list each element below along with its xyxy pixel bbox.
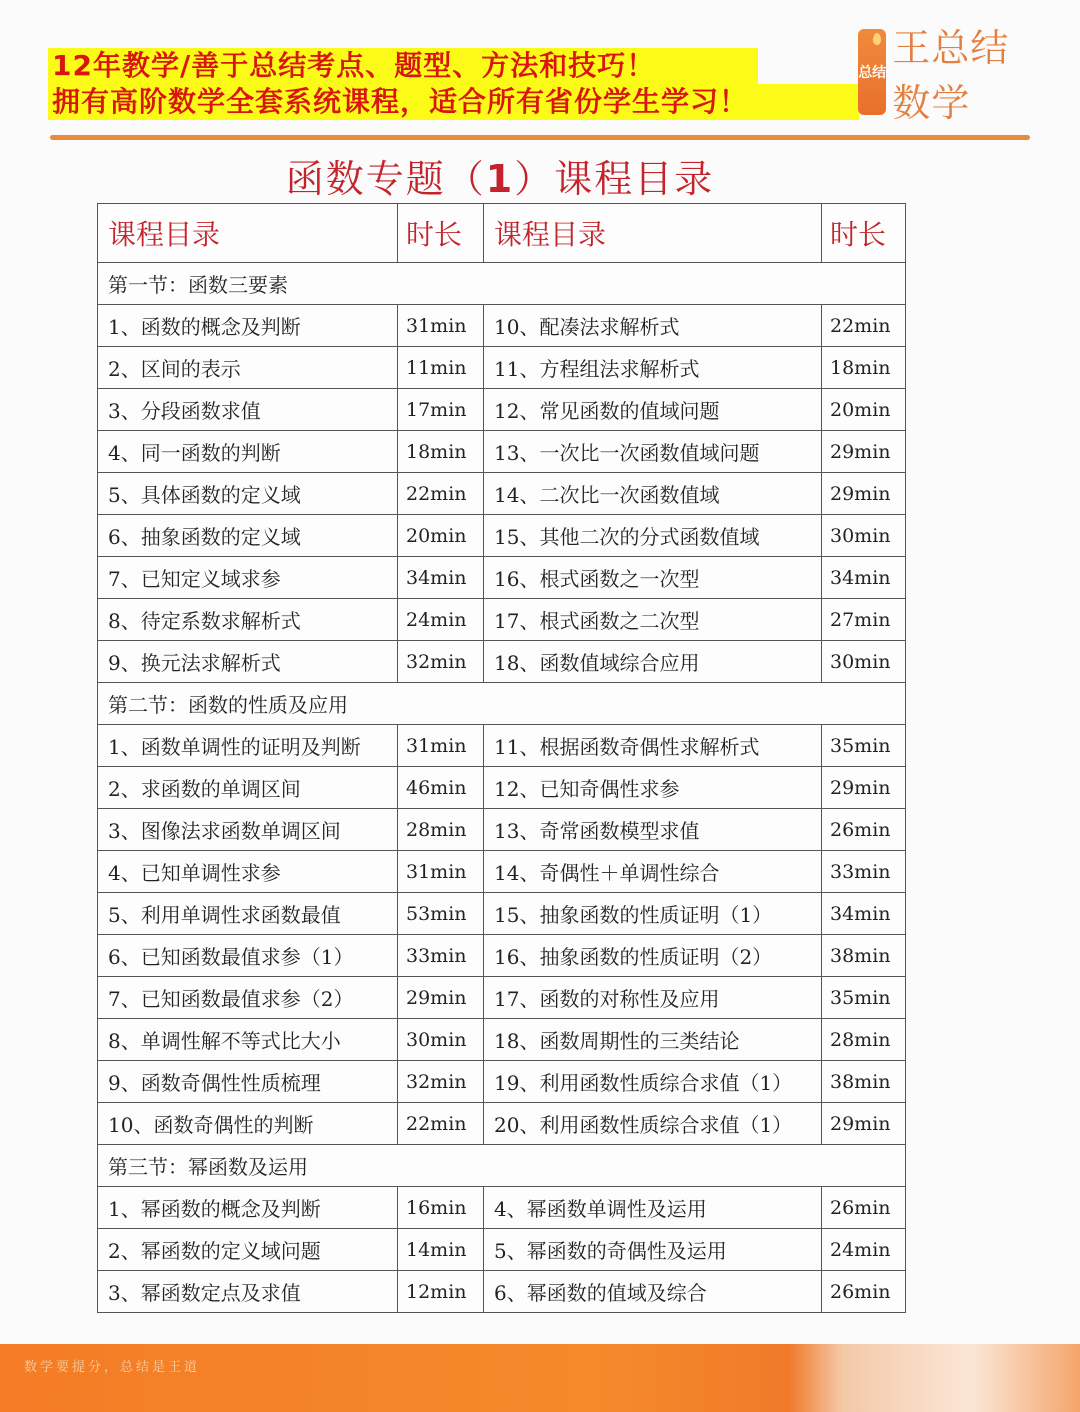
section-row — [98, 1145, 906, 1187]
footer-bar — [0, 1344, 1080, 1412]
logo-badge-text: 总结 — [858, 65, 887, 81]
lesson-title-right: 11、方程组法求解析式 — [484, 347, 822, 389]
lesson-duration-left: 29min — [398, 977, 484, 1019]
table-row — [98, 515, 906, 557]
lesson-title-right: 18、函数值域综合应用 — [484, 641, 822, 683]
lesson-duration-right: 30min — [822, 515, 906, 557]
lesson-title-left: 10、函数奇偶性的判断 — [98, 1103, 398, 1145]
lesson-title-right: 15、抽象函数的性质证明（1） — [484, 893, 822, 935]
lesson-title-right: 16、根式函数之一次型 — [484, 557, 822, 599]
table-row — [98, 305, 906, 347]
lesson-title-right: 15、其他二次的分式函数值域 — [484, 515, 822, 557]
banner-line-2: 拥有高阶数学全套系统课程，适合所有省份学生学习！ — [48, 84, 859, 120]
flame-icon — [873, 33, 881, 45]
lesson-title-left: 8、单调性解不等式比大小 — [98, 1019, 398, 1061]
lesson-duration-left: 11min — [398, 347, 484, 389]
table-row — [98, 557, 906, 599]
lesson-title-right: 4、幂函数单调性及运用 — [484, 1187, 822, 1229]
lesson-duration-left: 32min — [398, 641, 484, 683]
table-body — [98, 263, 906, 1313]
lesson-title-right: 16、抽象函数的性质证明（2） — [484, 935, 822, 977]
lesson-duration-right: 34min — [822, 557, 906, 599]
lesson-title-left: 4、已知单调性求参 — [98, 851, 398, 893]
lesson-duration-right: 35min — [822, 977, 906, 1019]
lesson-duration-left: 28min — [398, 809, 484, 851]
course-table — [97, 203, 906, 1313]
table-row — [98, 851, 906, 893]
lesson-title-right: 12、常见函数的值域问题 — [484, 389, 822, 431]
table-row — [98, 431, 906, 473]
lesson-duration-right: 27min — [822, 599, 906, 641]
lesson-duration-right: 38min — [822, 935, 906, 977]
lesson-title-left: 6、抽象函数的定义域 — [98, 515, 398, 557]
lesson-title-left: 2、幂函数的定义域问题 — [98, 1229, 398, 1271]
table-row — [98, 347, 906, 389]
lesson-duration-left: 53min — [398, 893, 484, 935]
lesson-duration-right: 22min — [822, 305, 906, 347]
lesson-title-right: 10、配凑法求解析式 — [484, 305, 822, 347]
lesson-duration-left: 12min — [398, 1271, 484, 1313]
table-row — [98, 1229, 906, 1271]
lesson-duration-left: 22min — [398, 1103, 484, 1145]
lesson-duration-left: 31min — [398, 305, 484, 347]
lesson-duration-right: 18min — [822, 347, 906, 389]
lesson-title-left: 7、已知定义域求参 — [98, 557, 398, 599]
lesson-duration-right: 38min — [822, 1061, 906, 1103]
section-title: 第三节：幂函数及运用 — [98, 1145, 906, 1187]
table-row — [98, 977, 906, 1019]
table-row — [98, 893, 906, 935]
lesson-duration-right: 20min — [822, 389, 906, 431]
lesson-title-left: 2、求函数的单调区间 — [98, 767, 398, 809]
lesson-title-left: 2、区间的表示 — [98, 347, 398, 389]
lesson-title-right: 14、二次比一次函数值域 — [484, 473, 822, 515]
lesson-duration-right: 29min — [822, 767, 906, 809]
lesson-title-left: 1、函数单调性的证明及判断 — [98, 725, 398, 767]
lesson-title-right: 18、函数周期性的三类结论 — [484, 1019, 822, 1061]
lesson-duration-right: 24min — [822, 1229, 906, 1271]
lesson-title-right: 13、奇常函数模型求值 — [484, 809, 822, 851]
lesson-title-left: 3、图像法求函数单调区间 — [98, 809, 398, 851]
promo-banner — [48, 48, 859, 120]
table-row — [98, 599, 906, 641]
table-row — [98, 473, 906, 515]
lesson-title-left: 6、已知函数最值求参（1） — [98, 935, 398, 977]
lesson-title-right: 6、幂函数的值域及综合 — [484, 1271, 822, 1313]
table-row — [98, 1187, 906, 1229]
lesson-duration-left: 34min — [398, 557, 484, 599]
table-row — [98, 767, 906, 809]
logo-badge-icon — [858, 29, 886, 115]
lesson-duration-right: 29min — [822, 1103, 906, 1145]
header-duration-right: 时长 — [822, 204, 906, 263]
lesson-duration-right: 29min — [822, 431, 906, 473]
lesson-title-left: 5、具体函数的定义域 — [98, 473, 398, 515]
lesson-title-left: 3、幂函数定点及求值 — [98, 1271, 398, 1313]
lesson-title-left: 8、待定系数求解析式 — [98, 599, 398, 641]
section-title: 第一节：函数三要素 — [98, 263, 906, 305]
lesson-title-right: 11、根据函数奇偶性求解析式 — [484, 725, 822, 767]
lesson-title-left: 9、换元法求解析式 — [98, 641, 398, 683]
page-title — [0, 148, 1000, 203]
lesson-title-left: 1、函数的概念及判断 — [98, 305, 398, 347]
lesson-duration-left: 32min — [398, 1061, 484, 1103]
title-number: 1 — [485, 157, 515, 201]
lesson-duration-right: 35min — [822, 725, 906, 767]
lesson-title-right: 13、一次比一次函数值域问题 — [484, 431, 822, 473]
table-header-row — [98, 204, 906, 263]
table-row — [98, 641, 906, 683]
lesson-duration-right: 26min — [822, 1271, 906, 1313]
section-title: 第二节：函数的性质及应用 — [98, 683, 906, 725]
lesson-duration-left: 17min — [398, 389, 484, 431]
lesson-title-left: 9、函数奇偶性性质梳理 — [98, 1061, 398, 1103]
lesson-duration-right: 28min — [822, 1019, 906, 1061]
lesson-duration-right: 29min — [822, 473, 906, 515]
title-suffix: ）课程目录 — [514, 157, 715, 201]
lesson-title-right: 12、已知奇偶性求参 — [484, 767, 822, 809]
table-row — [98, 389, 906, 431]
lesson-duration-left: 30min — [398, 1019, 484, 1061]
lesson-duration-left: 24min — [398, 599, 484, 641]
lesson-title-right: 5、幂函数的奇偶性及运用 — [484, 1229, 822, 1271]
lesson-duration-left: 20min — [398, 515, 484, 557]
lesson-title-right: 20、利用函数性质综合求值（1） — [484, 1103, 822, 1145]
section-row — [98, 263, 906, 305]
table-row — [98, 809, 906, 851]
table-row — [98, 1103, 906, 1145]
lesson-duration-right: 34min — [822, 893, 906, 935]
lesson-duration-left: 33min — [398, 935, 484, 977]
header-course-left: 课程目录 — [98, 204, 398, 263]
lesson-duration-left: 18min — [398, 431, 484, 473]
lesson-title-left: 5、利用单调性求函数最值 — [98, 893, 398, 935]
title-prefix: 函数专题（ — [285, 157, 486, 201]
lesson-title-left: 3、分段函数求值 — [98, 389, 398, 431]
header-course-right: 课程目录 — [484, 204, 822, 263]
lesson-title-right: 14、奇偶性＋单调性综合 — [484, 851, 822, 893]
lesson-duration-left: 31min — [398, 725, 484, 767]
brand-logo — [858, 26, 1038, 125]
banner-line-1: 12年教学/善于总结考点、题型、方法和技巧！ — [48, 48, 758, 84]
section-row — [98, 683, 906, 725]
lesson-title-left: 1、幂函数的概念及判断 — [98, 1187, 398, 1229]
header-divider — [50, 135, 1030, 140]
table-row — [98, 935, 906, 977]
lesson-title-left: 4、同一函数的判断 — [98, 431, 398, 473]
lesson-title-left: 7、已知函数最值求参（2） — [98, 977, 398, 1019]
table-row — [98, 725, 906, 767]
lesson-duration-right: 33min — [822, 851, 906, 893]
lesson-title-right: 17、根式函数之二次型 — [484, 599, 822, 641]
lesson-duration-left: 16min — [398, 1187, 484, 1229]
lesson-title-right: 19、利用函数性质综合求值（1） — [484, 1061, 822, 1103]
lesson-title-right: 17、函数的对称性及应用 — [484, 977, 822, 1019]
table-row — [98, 1019, 906, 1061]
table-row — [98, 1061, 906, 1103]
table-row — [98, 1271, 906, 1313]
lesson-duration-right: 30min — [822, 641, 906, 683]
lesson-duration-left: 22min — [398, 473, 484, 515]
lesson-duration-right: 26min — [822, 1187, 906, 1229]
header-duration-left: 时长 — [398, 204, 484, 263]
lesson-duration-right: 26min — [822, 809, 906, 851]
lesson-duration-left: 31min — [398, 851, 484, 893]
lesson-duration-left: 46min — [398, 767, 484, 809]
lesson-duration-left: 14min — [398, 1229, 484, 1271]
brand-name: 王总结数学 — [892, 26, 1010, 125]
footer-slogan: 数学要提分，总结是王道 — [24, 1360, 201, 1375]
